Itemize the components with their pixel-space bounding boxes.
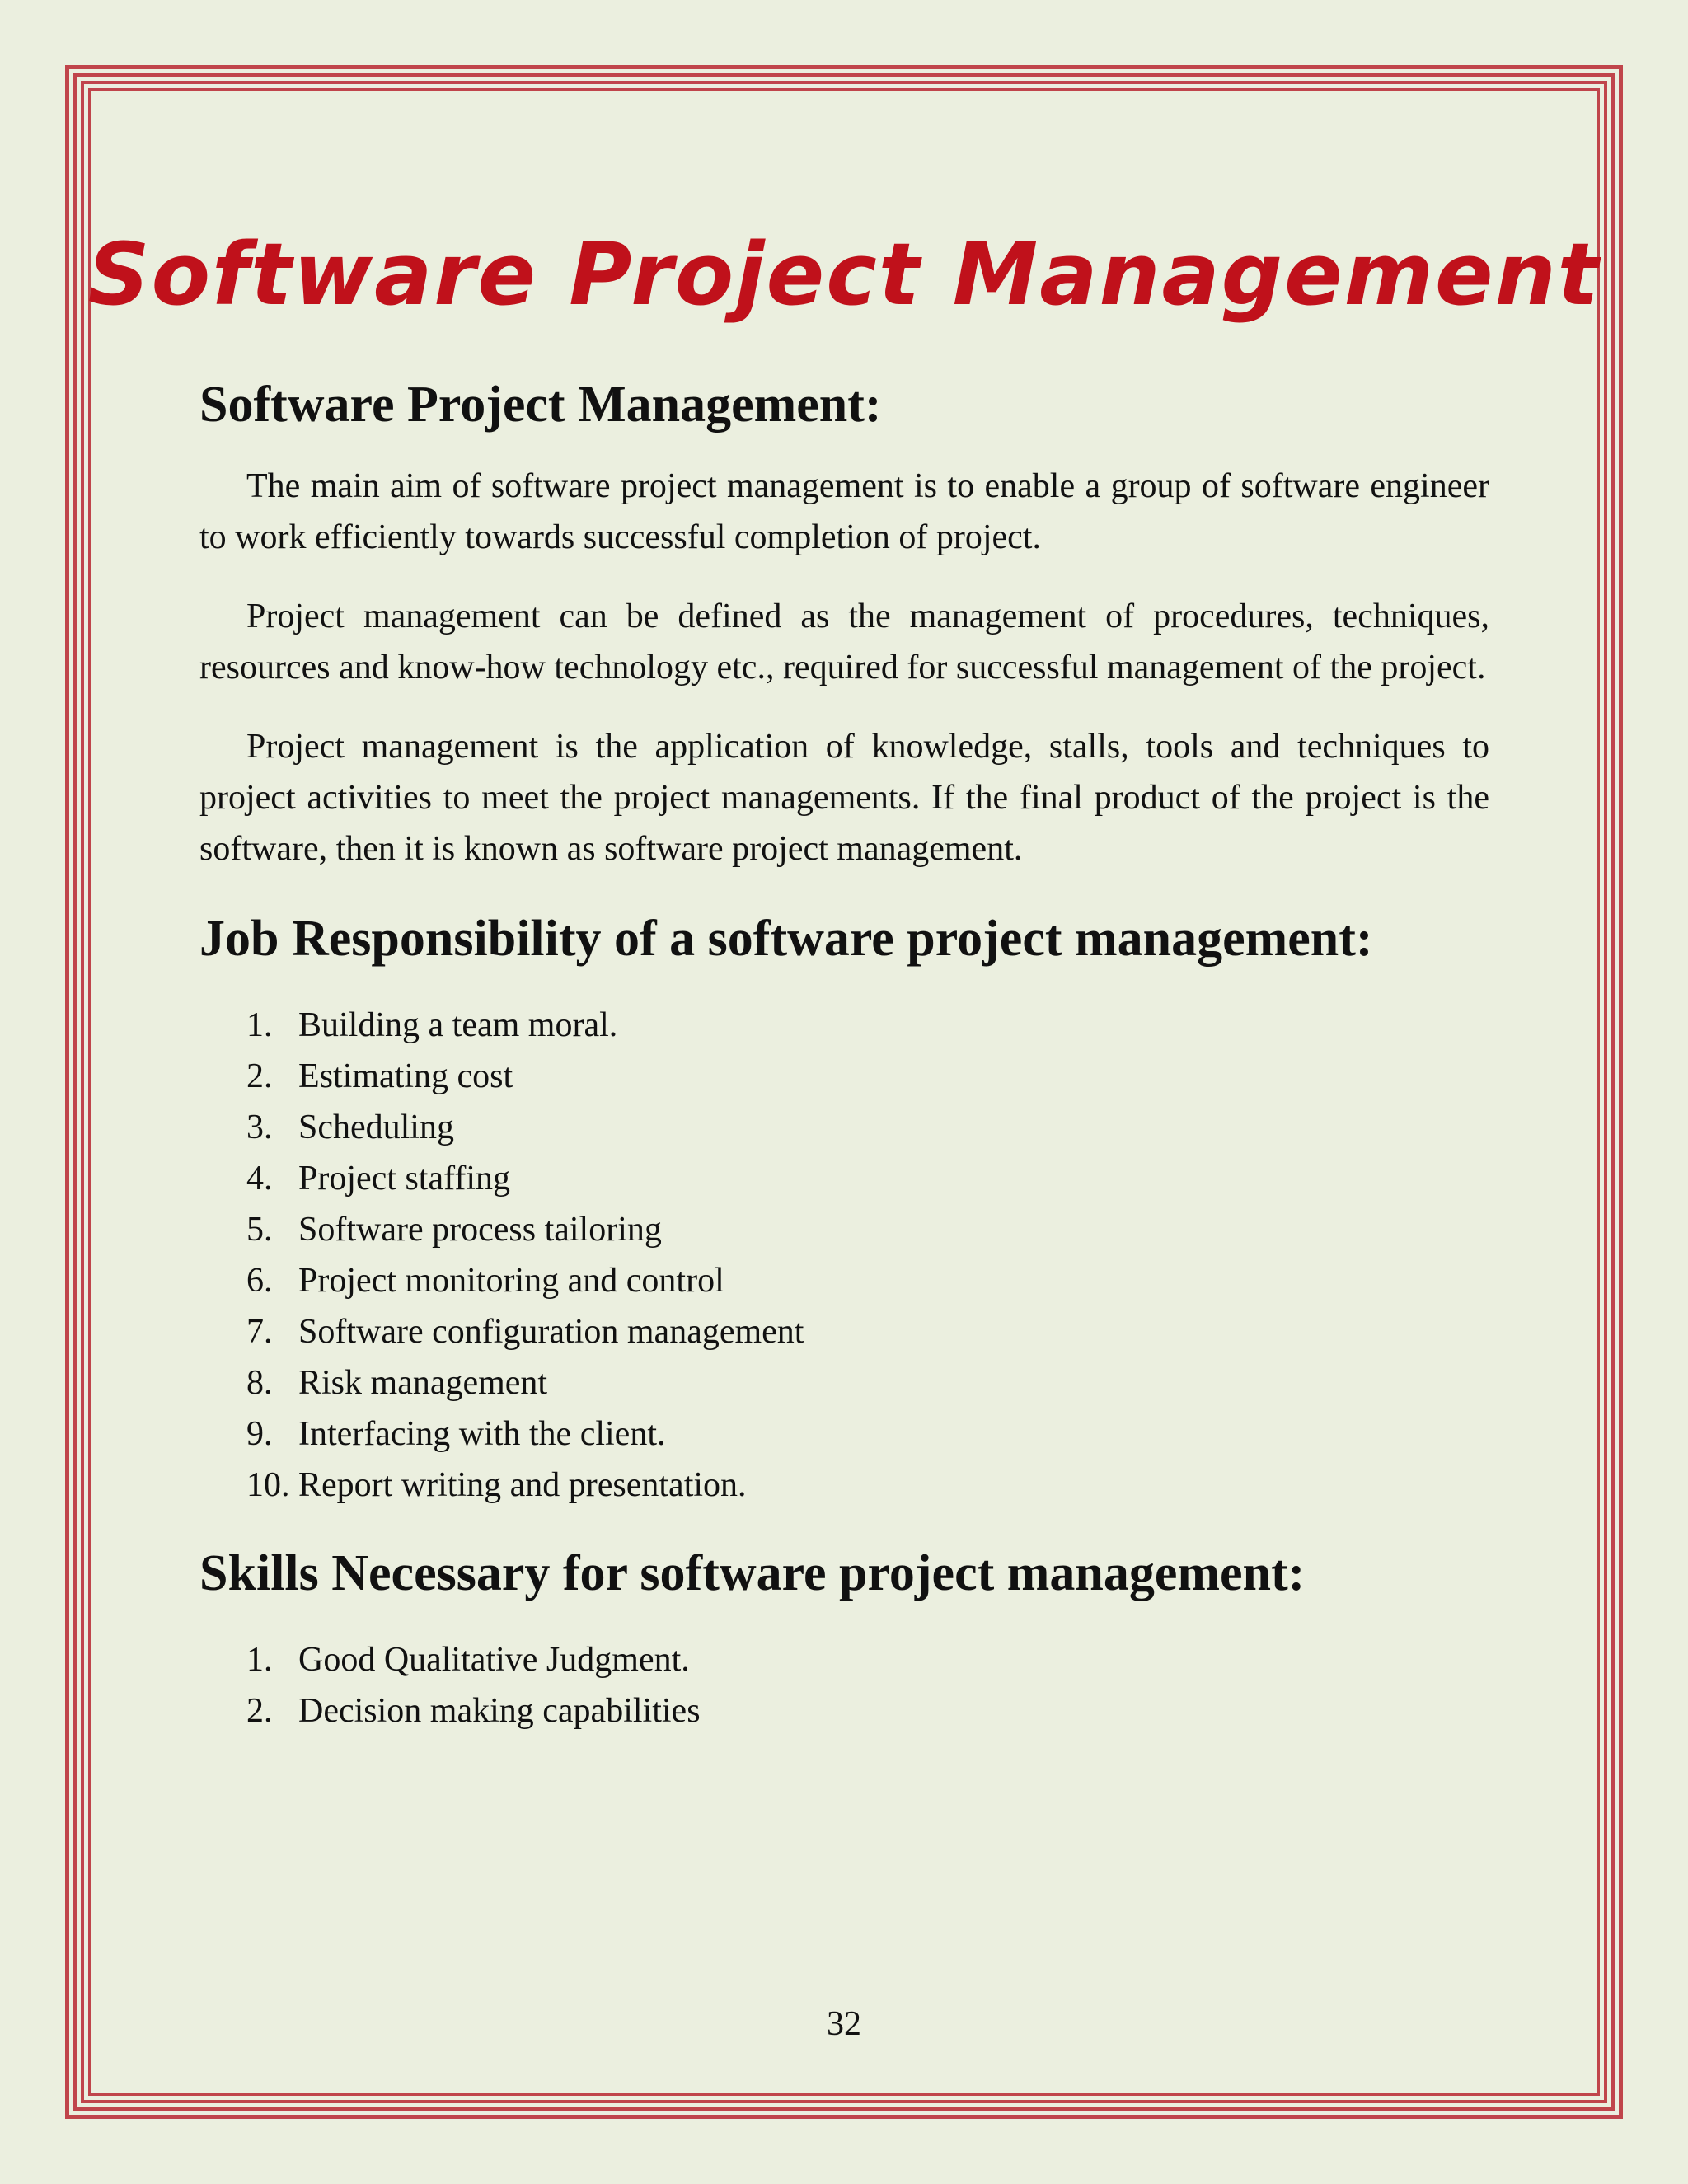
list-item-text: Project monitoring and control xyxy=(298,1262,724,1300)
section-heading-skills: Skills Necessary for software project management: xyxy=(199,1545,1306,1601)
list-item xyxy=(199,1685,1489,1736)
list-item xyxy=(199,1634,1489,1685)
list-item-text: Estimating cost xyxy=(298,1057,513,1095)
page-title: Software Project Management xyxy=(87,224,1601,325)
list-number: 2. xyxy=(246,1057,273,1095)
list-item-text: Scheduling xyxy=(298,1108,454,1146)
list-item-text: Building a team moral. xyxy=(298,1006,618,1044)
list-number: 9. xyxy=(246,1415,273,1453)
list-item xyxy=(199,1460,1489,1511)
page-content xyxy=(199,375,1489,1736)
list-item-text: Project staffing xyxy=(298,1160,511,1197)
page-number: 32 xyxy=(827,2005,861,2043)
list-number: 3. xyxy=(246,1108,273,1146)
list-number: 7. xyxy=(246,1313,273,1351)
list-item-text: Software configuration management xyxy=(298,1313,804,1351)
list-item-text: Interfacing with the client. xyxy=(298,1415,666,1453)
paragraph: Project management can be defined as the management of procedures, techniques, resources and know-how technology etc., required for successful management of the project. xyxy=(199,598,1489,687)
list-item-text: Report writing and presentation. xyxy=(298,1466,747,1504)
list-number: 8. xyxy=(246,1364,273,1402)
list-number: 4. xyxy=(246,1160,273,1197)
job-responsibility-list xyxy=(199,1000,1489,1511)
section-heading-job-responsibility: Job Responsibility of a software project management: xyxy=(199,911,1373,967)
list-number: 1. xyxy=(246,1641,273,1679)
list-item xyxy=(199,1204,1489,1255)
list-number: 5. xyxy=(246,1211,273,1249)
list-item-text: Risk management xyxy=(298,1364,548,1402)
list-item-text: Decision making capabilities xyxy=(298,1692,701,1730)
list-item-text: Good Qualitative Judgment. xyxy=(298,1641,690,1679)
list-item xyxy=(199,1153,1489,1204)
paragraph: The main aim of software project management is to enable a group of software engineer to work efficiently towards successful completion of project. xyxy=(199,467,1489,556)
list-number: 1. xyxy=(246,1006,273,1044)
list-item xyxy=(199,1255,1489,1306)
list-item xyxy=(199,1000,1489,1051)
skills-list xyxy=(199,1634,1489,1736)
list-item xyxy=(199,1051,1489,1102)
list-item-text: Software process tailoring xyxy=(298,1211,662,1249)
paragraph: Project management is the application of knowledge, stalls, tools and techniques to project activities to meet the project managements. If the final product of the project is the software, then it is known as software project management. xyxy=(199,728,1489,868)
list-item xyxy=(199,1102,1489,1153)
list-item xyxy=(199,1306,1489,1357)
list-number: 6. xyxy=(246,1262,273,1300)
list-number: 10. xyxy=(246,1466,290,1504)
list-number: 2. xyxy=(246,1692,273,1730)
list-item xyxy=(199,1408,1489,1460)
section-heading-spm: Software Project Management: xyxy=(199,377,882,433)
list-item xyxy=(199,1357,1489,1408)
